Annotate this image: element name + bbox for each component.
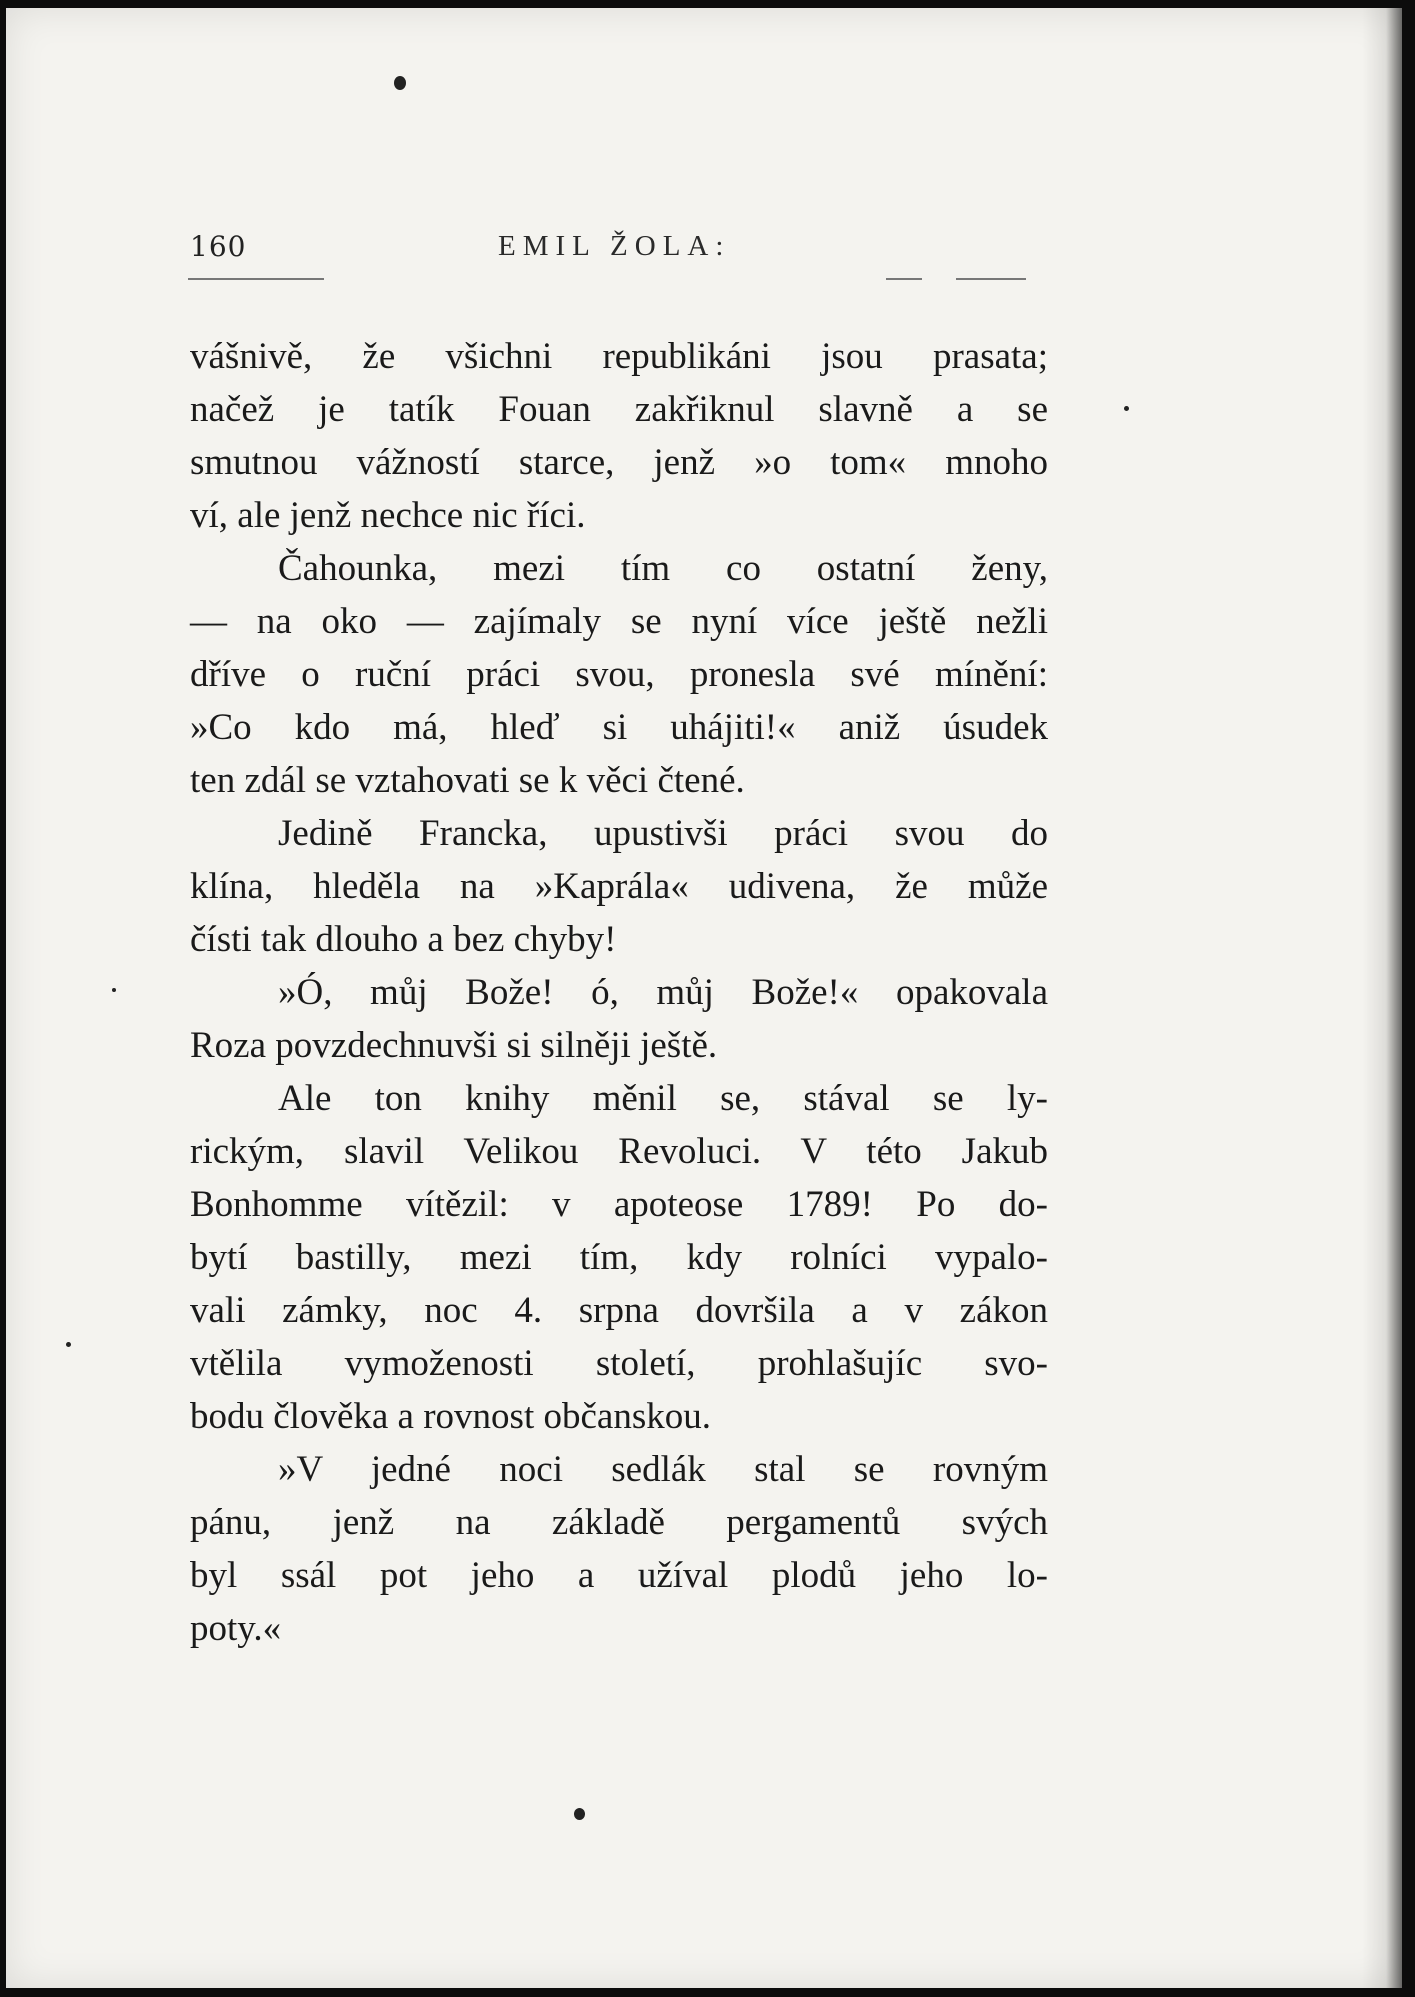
header-rule (188, 278, 324, 280)
text-line: rickým, slavil Velikou Revoluci. V této Jakub (190, 1131, 1048, 1172)
text-line: Jedině Francka, upustivši práci svou do (278, 813, 1048, 854)
text-line: čísti tak dlouho a bez chyby! (190, 919, 617, 960)
page-header (186, 230, 1046, 270)
text-line: načež je tatík Fouan zakřiknul slavně a se (190, 389, 1048, 430)
text-line: vášnivě, že všichni republikáni jsou prasata; (190, 336, 1048, 377)
text-line: Čahounka, mezi tím co ostatní ženy, (278, 548, 1048, 589)
text-line: ví, ale jenž nechce nic říci. (190, 495, 586, 536)
text-line: smutnou vážností starce, jenž »o tom« mnoho (190, 442, 1048, 483)
header-rule (886, 278, 922, 280)
text-line: bodu člověka a rovnost občanskou. (190, 1396, 711, 1437)
ink-speck (574, 1808, 585, 1820)
text-line: byl ssál pot jeho a užíval plodů jeho lo- (190, 1555, 1048, 1596)
text-line: vtělila vymoženosti století, prohlašujíc svo- (190, 1343, 1048, 1384)
running-head: EMIL ŽOLA: (498, 230, 731, 262)
header-rule (956, 278, 1026, 280)
text-line: — na oko — zajímaly se nyní více ještě nežli (190, 601, 1048, 642)
page-number: 160 (190, 230, 247, 263)
text-line: poty.« (190, 1608, 282, 1649)
text-line: »Ó, můj Bože! ó, můj Bože!« opakovala (278, 972, 1048, 1013)
ink-speck (1124, 406, 1129, 411)
ink-speck (112, 988, 116, 992)
text-line: »V jedné noci sedlák stal se rovným (278, 1449, 1048, 1490)
body-text (190, 330, 1048, 1655)
page-spine-shadow (1362, 8, 1402, 1988)
book-page (6, 8, 1402, 1988)
text-line: klína, hleděla na »Kaprála« udivena, že může (190, 866, 1048, 907)
text-line: bytí bastilly, mezi tím, kdy rolníci vypalo- (190, 1237, 1048, 1278)
text-line: vali zámky, noc 4. srpna dovršila a v zákon (190, 1290, 1048, 1331)
text-line: dříve o ruční práci svou, pronesla své mínění: (190, 654, 1048, 695)
ink-speck (66, 1342, 71, 1347)
text-line: Bonhomme vítězil: v apoteose 1789! Po do- (190, 1184, 1048, 1225)
ink-speck (394, 76, 406, 90)
text-line: »Co kdo má, hleď si uhájiti!« aniž úsudek (190, 707, 1048, 748)
text-line: ten zdál se vztahovati se k věci čtené. (190, 760, 745, 801)
text-line: Roza povzdechnuvši si silněji ještě. (190, 1025, 718, 1066)
text-line: pánu, jenž na základě pergamentů svých (190, 1502, 1048, 1543)
text-line: Ale ton knihy měnil se, stával se ly- (278, 1078, 1048, 1119)
